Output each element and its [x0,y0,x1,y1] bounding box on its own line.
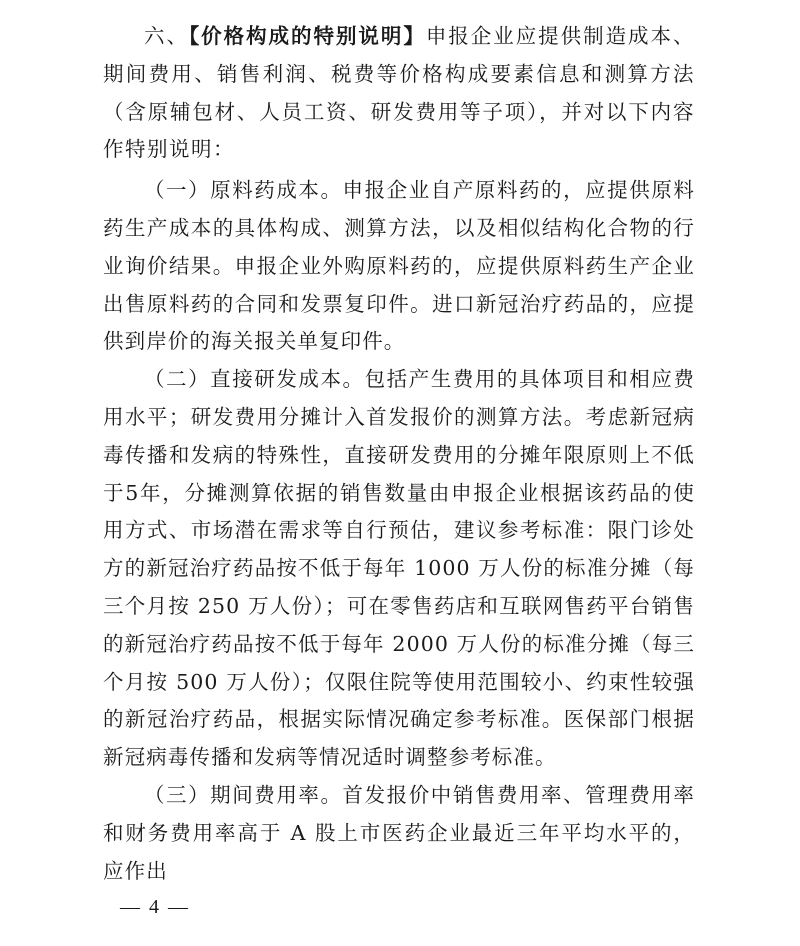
paragraph-direct-rd-cost: （二）直接研发成本。包括产生费用的具体项目和相应费用水平；研发费用分摊计入首发报价的测算方法。考虑新冠病毒传播和发病的特殊性，直接研发费用的分摊年限原则上不低于5年，分摊测算依据的销售数量由申报企业根据该药品的使用方式、市场潜在需求等自行预估，建议参考标准：限门诊处方的新冠治疗药品按不低于每年 1000 万人份的标准分摊（每三个月按 250 万人份）；可在零售药店和互联网售药平台销售的新冠治疗药品按不低于每年 2000 万人份的标准分摊（每三个月按 500 万人份）；仅限住院等使用范围较小、约束性较强的新冠治疗药品，根据实际情况确定参考标准。医保部门根据新冠病毒传播和发病等情况适时调整参考标准。 [103,367,695,770]
paragraph-text: 申报企业应提供制造成本、期间费用、销售利润、税费等价格构成要素信息和测算方法（含原辅包材、人员工资、研发费用等子项），并对以下内容作特别说明： [103,24,695,162]
paragraph-raw-material-cost: （一）原料药成本。申报企业自产原料药的，应提供原料药生产成本的具体构成、测算方法，以及相似结构化合物的行业询价结果。申报企业外购原料药的，应提供原料药生产企业出售原料药的合同和发票复印件。进口新冠治疗药品的，应提供到岸价的海关报关单复印件。 [103,178,695,354]
paragraph-period-expense-rate: （三）期间费用率。首发报价中销售费用率、管理费用率和财务费用率高于 A 股上市医药企业最近三年平均水平的，应作出 [103,782,695,883]
section-number: 六、 [144,24,189,48]
section-heading: 【价格构成的特别说明】 [188,24,426,48]
document-body [103,18,695,890]
paragraph-price-composition [103,18,695,169]
page-number: — 4 — [120,896,190,918]
